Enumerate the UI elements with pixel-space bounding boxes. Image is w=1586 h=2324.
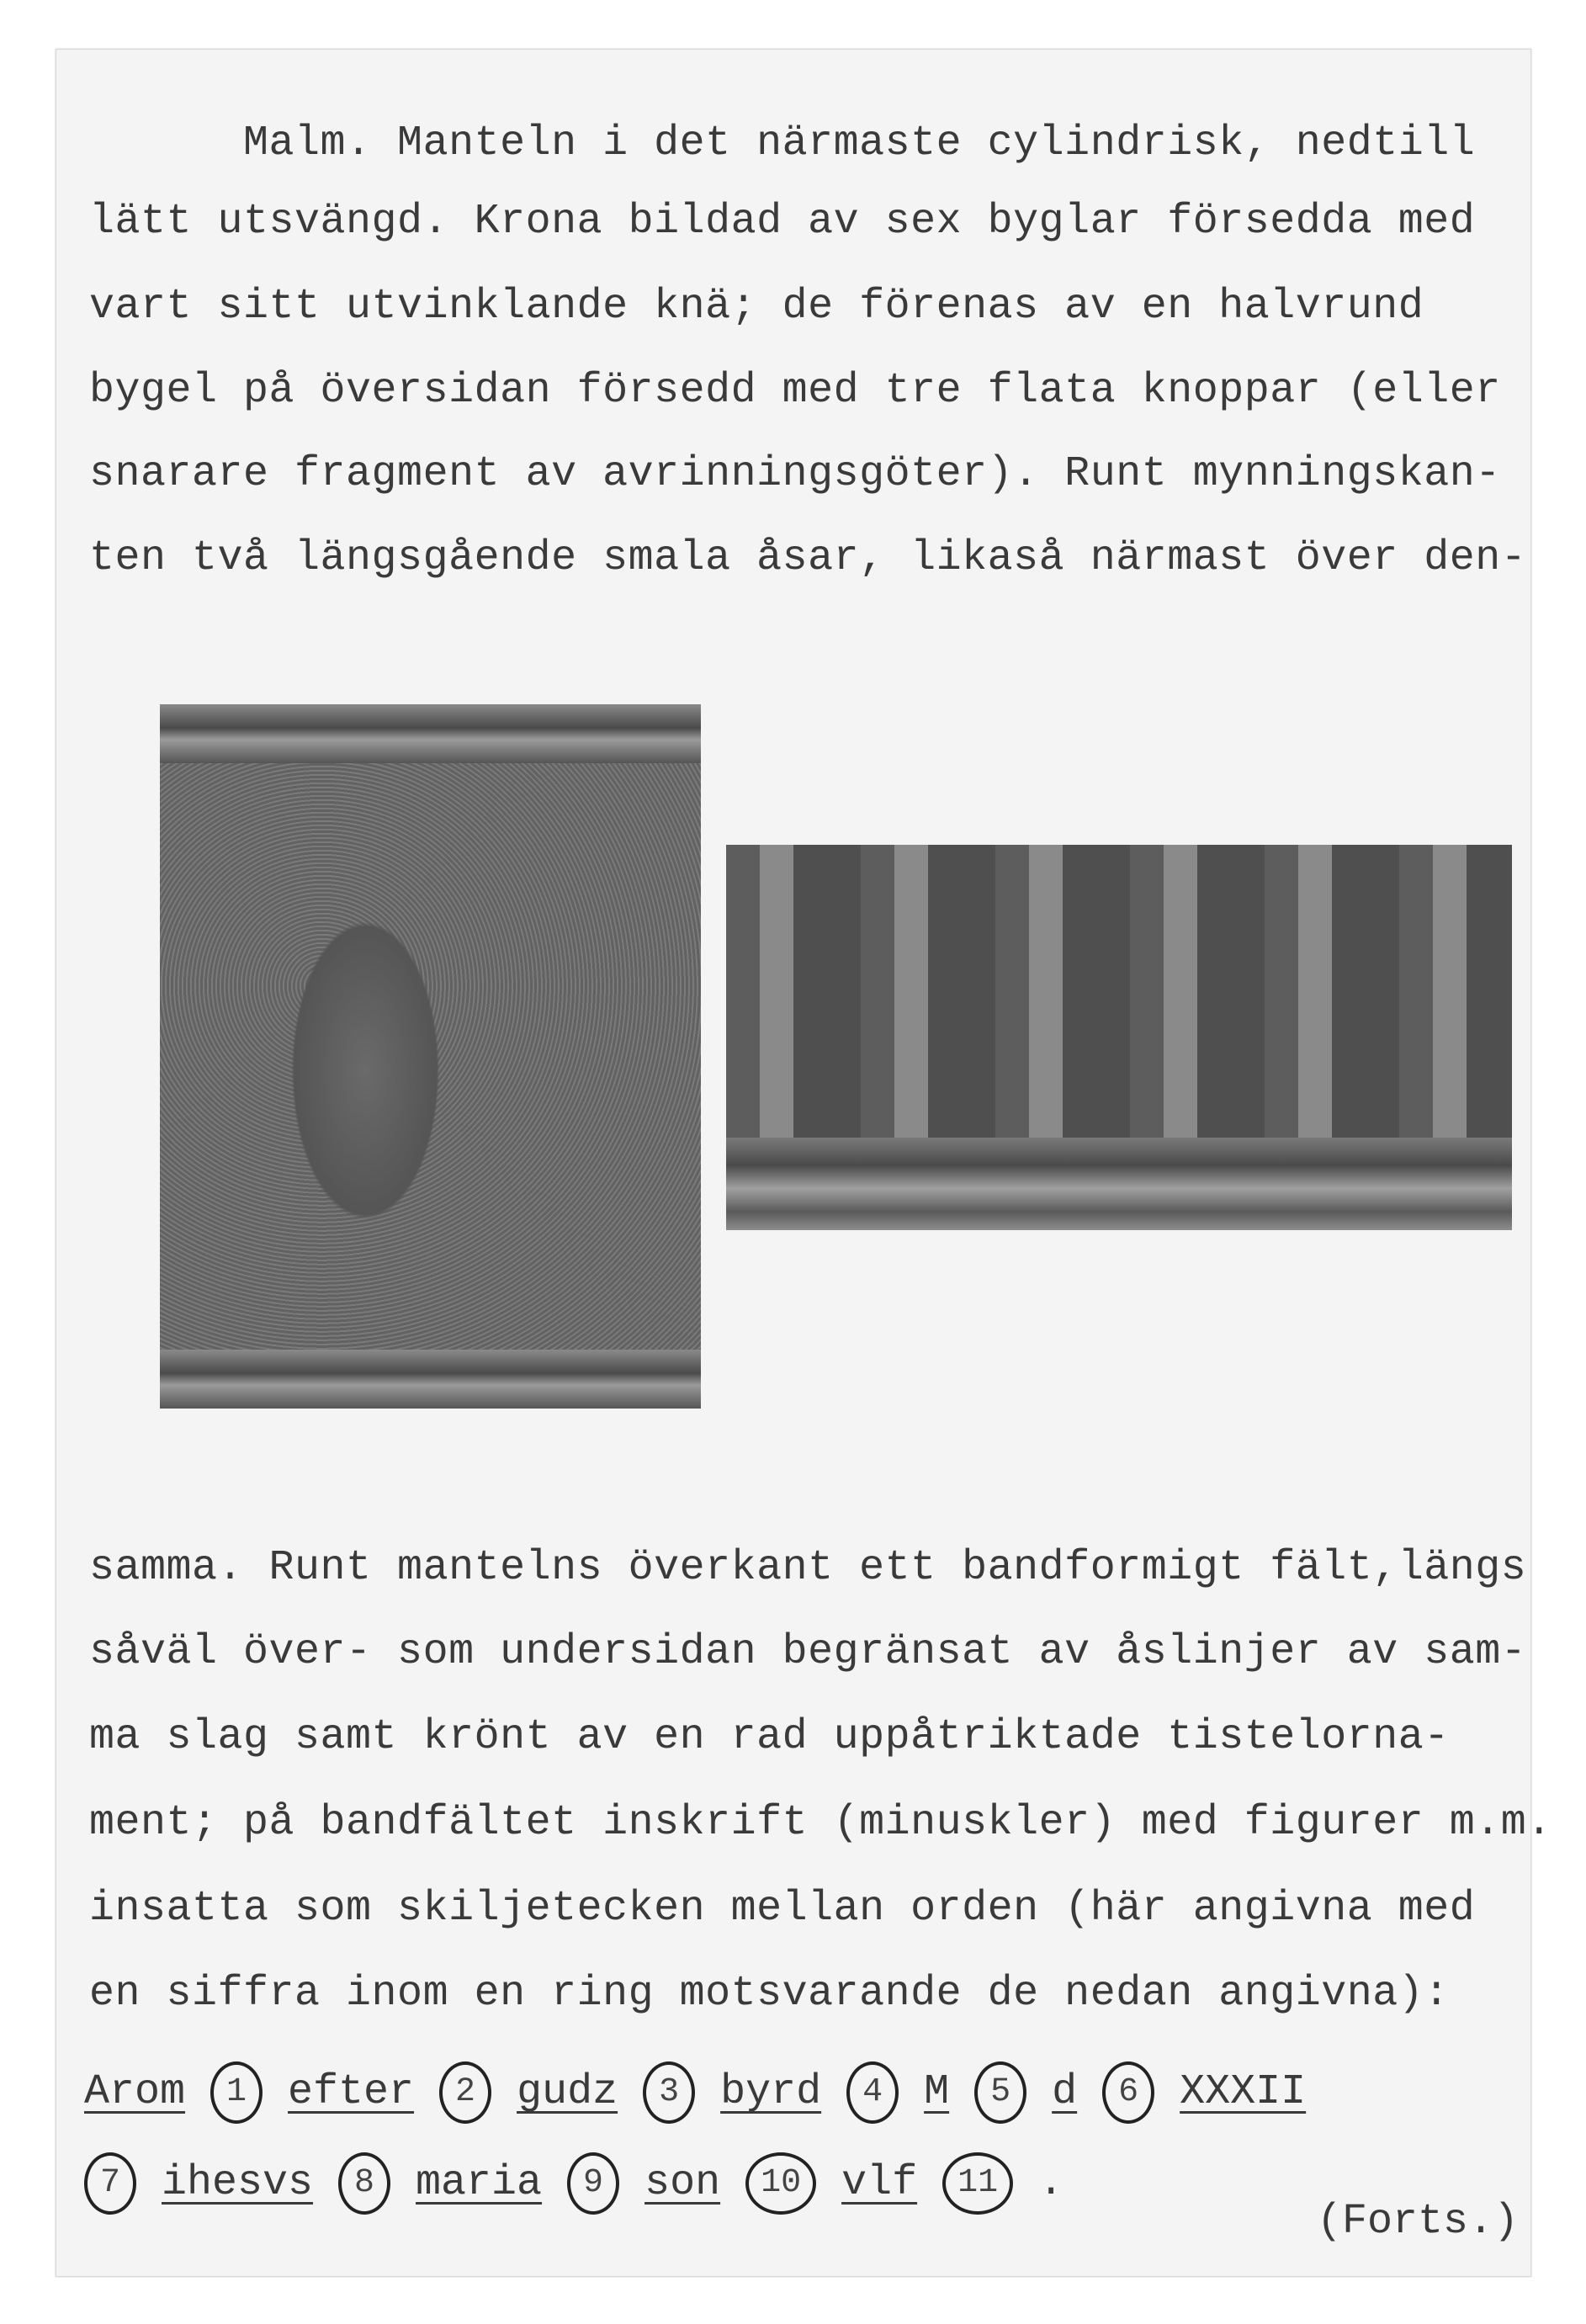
- circled-number: 1: [210, 2061, 263, 2124]
- circled-number: 9: [567, 2152, 619, 2215]
- inscription-word: XXXII: [1180, 2068, 1307, 2116]
- photo-thistle-ornament-band: [726, 845, 1512, 1230]
- text-line: insatta som skiljetecken mellan orden (här angivna med: [89, 1885, 1476, 1933]
- circled-number: 3: [643, 2061, 695, 2124]
- circled-number: 5: [974, 2061, 1026, 2124]
- text-line: bygel på översidan försedd med tre flata knoppar (eller: [89, 367, 1501, 415]
- text-line: såväl över- som undersidan begränsat av åslinjer av sam-: [89, 1628, 1527, 1676]
- inscription-word: M: [924, 2068, 950, 2116]
- text-line: snarare fragment av avrinningsgöter). Runt mynningskan-: [89, 450, 1501, 498]
- inscription-word: d: [1052, 2068, 1078, 2116]
- text-line: vart sitt utvinklande knä; de förenas av en halvrund: [89, 283, 1424, 331]
- circled-number: 8: [338, 2152, 390, 2215]
- text-line: Malm. Manteln i det närmaste cylindrisk, nedtill: [89, 119, 1476, 167]
- inscription-word: efter: [288, 2068, 415, 2116]
- inscription-word: son: [644, 2159, 721, 2207]
- inscription-word: maria: [416, 2159, 543, 2207]
- inscription-word: gudz: [517, 2068, 618, 2116]
- circled-number: 4: [846, 2061, 899, 2124]
- inscription-word: byrd: [720, 2068, 822, 2116]
- photo-madonna-relief: [160, 704, 701, 1409]
- text-line: ment; på bandfältet inskrift (minuskler) med figurer m.m.: [89, 1799, 1552, 1847]
- inscription-word: ihesvs: [162, 2159, 314, 2207]
- text-line: en siffra inom en ring motsvarande de nedan angivna):: [89, 1970, 1450, 2018]
- text-line: samma. Runt mantelns överkant ett bandformigt fält,längs: [89, 1544, 1527, 1592]
- circled-number: 6: [1102, 2061, 1154, 2124]
- inscription-word: Arom: [84, 2068, 186, 2116]
- inscription-line-2: [84, 2152, 1064, 2215]
- continued-note: (Forts.): [1317, 2198, 1520, 2246]
- circled-number: 2: [439, 2061, 491, 2124]
- text-line: lätt utsvängd. Krona bildad av sex byglar försedda med: [89, 198, 1476, 246]
- circled-number: 10: [745, 2152, 816, 2215]
- circled-number: 11: [942, 2152, 1013, 2215]
- inscription-line-1: [84, 2061, 1306, 2124]
- text-line: ten två längsgående smala åsar, likaså närmast över den-: [89, 534, 1527, 582]
- circled-number: 7: [84, 2152, 136, 2215]
- inscription-word: vlf: [841, 2159, 918, 2207]
- period: .: [1038, 2159, 1064, 2207]
- text-line: ma slag samt krönt av en rad uppåtriktade tistelorna-: [89, 1713, 1450, 1761]
